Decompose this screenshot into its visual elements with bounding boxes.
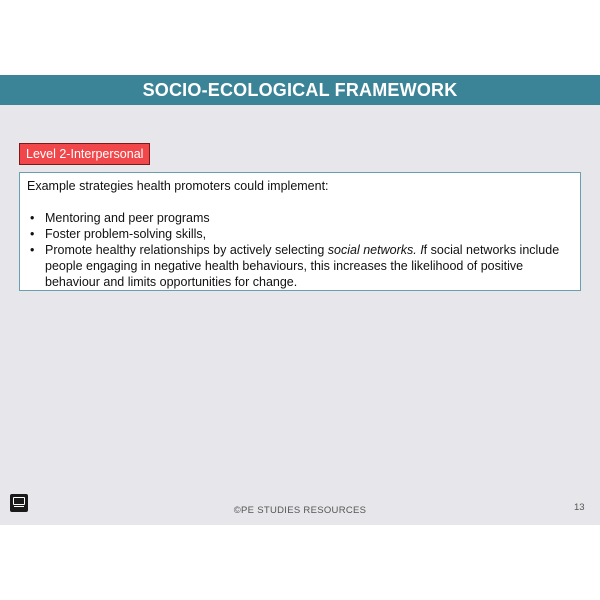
list-item — [27, 242, 574, 290]
page-number: 13 — [574, 502, 585, 513]
footer-copyright: ©PE STUDIES RESOURCES — [233, 505, 367, 516]
list-item — [27, 210, 574, 226]
list-item — [27, 226, 574, 242]
bullet-text: Foster problem-solving skills, — [45, 227, 207, 241]
intro-text: Example strategies health promoters could implement: — [27, 179, 329, 193]
slide-title: SOCIO-ECOLOGICAL FRAMEWORK — [142, 79, 458, 100]
bullet-text-post: f social networks include people engaging in negative health behaviours, this increases the likelihood of positive behaviour and limits opportunities for change. — [45, 243, 560, 289]
bullet-text: Mentoring and peer programs — [45, 211, 210, 225]
content-box — [19, 172, 581, 291]
bullet-text-emphasis: social networks. I — [327, 243, 424, 257]
level-tag: Level 2-Interpersonal — [19, 143, 150, 165]
bullet-text-pre: Promote healthy relationships by actively selecting — [45, 243, 328, 257]
slide — [0, 75, 600, 525]
strategy-list — [27, 210, 574, 290]
title-bar — [0, 75, 600, 105]
